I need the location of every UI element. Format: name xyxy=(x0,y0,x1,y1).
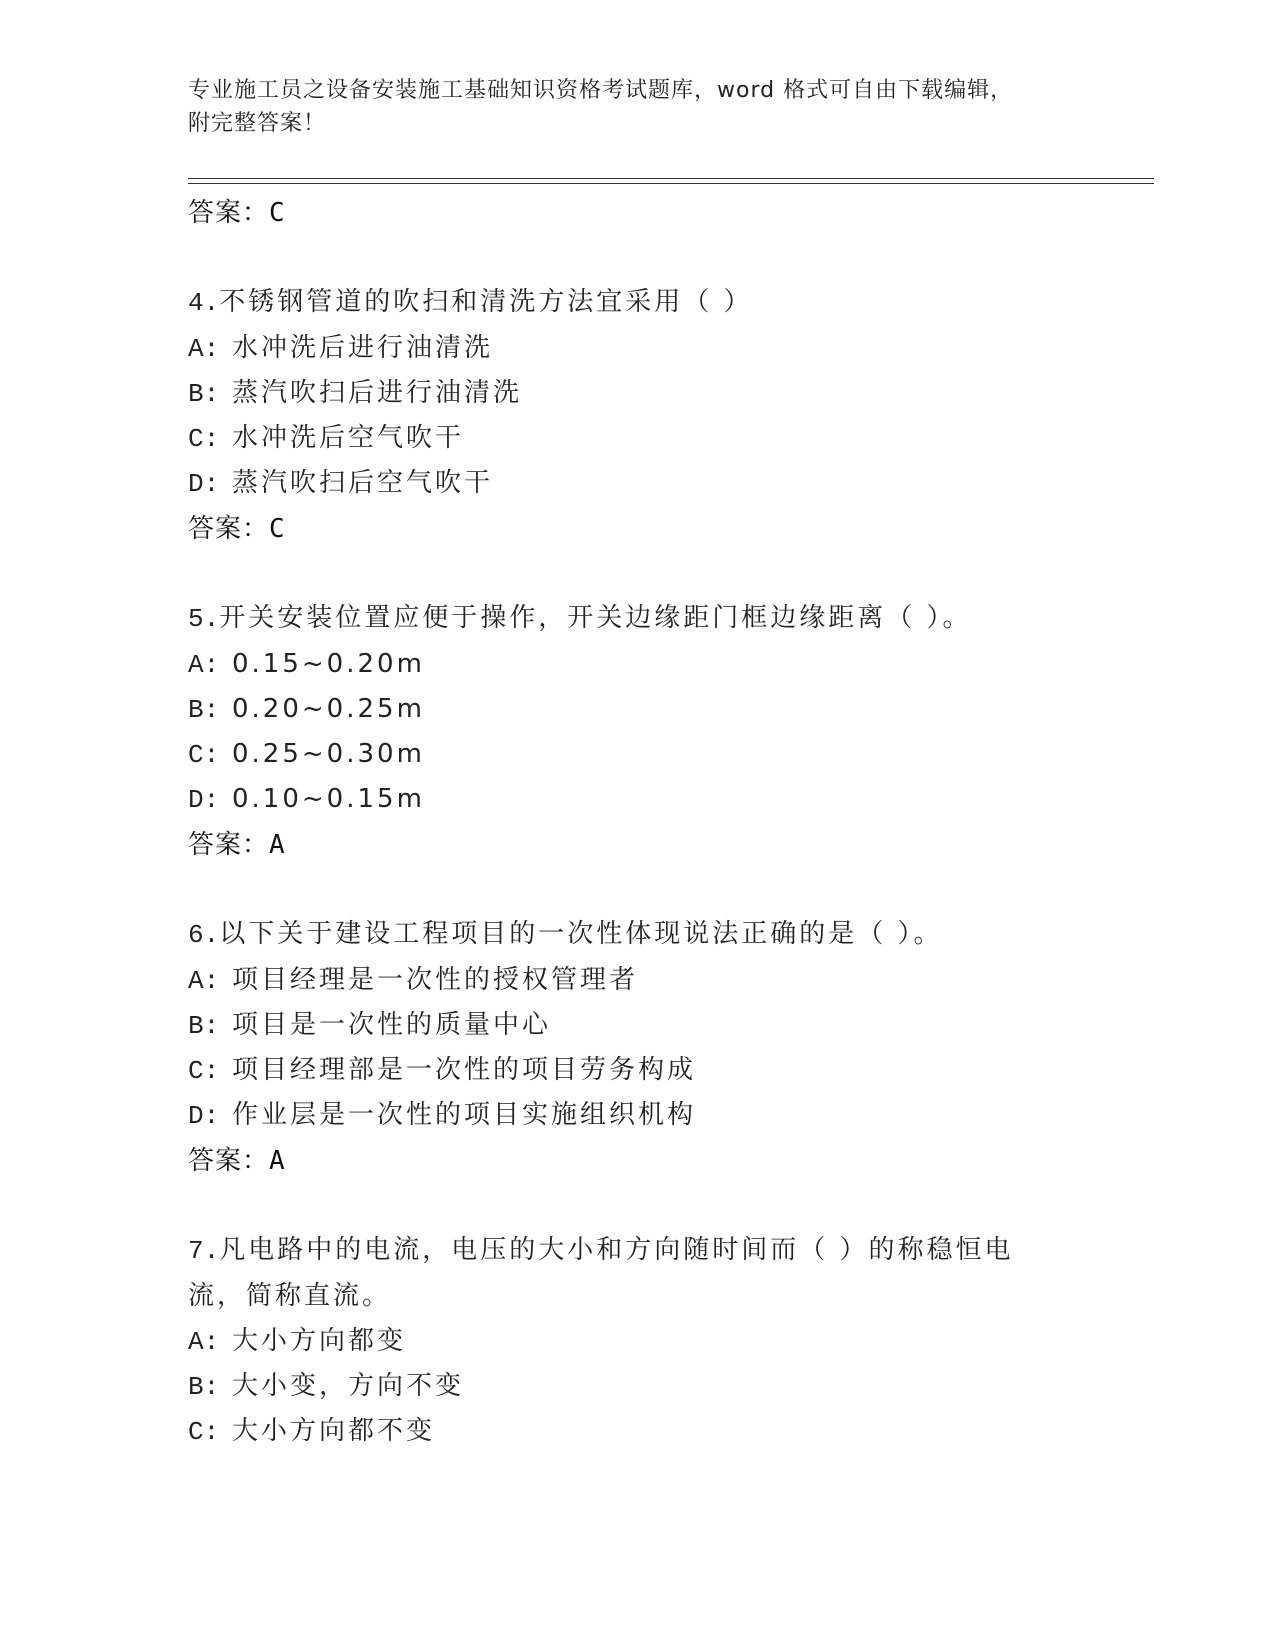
header-line-2: 附完整答案！ xyxy=(188,111,327,136)
option-a xyxy=(188,1319,1148,1364)
answer-label: 答案： xyxy=(188,514,270,544)
option-c xyxy=(188,732,1148,777)
option-letter: C: xyxy=(188,740,220,770)
answer-line xyxy=(188,822,1148,868)
question-stem: 开关安装位置应便于操作，开关边缘距门框边缘距离（ ）。 xyxy=(219,603,972,633)
question-text xyxy=(188,912,1068,958)
answer-label: 答案： xyxy=(188,1146,270,1176)
option-b xyxy=(188,371,1148,416)
header-divider-bottom xyxy=(188,183,1154,184)
option-a xyxy=(188,958,1148,1003)
question-list xyxy=(188,190,1148,1454)
question-block xyxy=(188,596,1148,868)
option-c xyxy=(188,1409,1148,1454)
option-text: 水冲洗后进行油清洗 xyxy=(232,333,494,363)
answer-label: 答案： xyxy=(188,198,270,228)
answer-value: C xyxy=(269,514,286,544)
option-text: 大小变，方向不变 xyxy=(232,1371,465,1401)
option-b xyxy=(188,687,1148,732)
option-letter: C: xyxy=(188,1417,220,1447)
option-letter: B: xyxy=(188,1011,220,1041)
option-letter: A: xyxy=(188,334,220,364)
option-letter: A: xyxy=(188,1327,220,1357)
option-d xyxy=(188,777,1148,822)
option-letter: D: xyxy=(188,469,220,499)
option-text: 蒸汽吹扫后进行油清洗 xyxy=(232,378,523,408)
question-block xyxy=(188,912,1148,1184)
document-header xyxy=(188,74,1068,140)
option-letter: B: xyxy=(188,379,220,409)
option-d xyxy=(188,1093,1148,1138)
option-text: 0.25~0.30m xyxy=(232,739,425,769)
answer-value: C xyxy=(269,198,286,228)
answer-label: 答案： xyxy=(188,830,270,860)
question-spacer xyxy=(188,236,1148,280)
answer-value: A xyxy=(269,1146,286,1176)
option-b xyxy=(188,1003,1148,1048)
option-text: 0.10~0.15m xyxy=(232,784,425,814)
option-text: 大小方向都变 xyxy=(232,1326,407,1356)
option-text: 项目经理是一次性的授权管理者 xyxy=(232,965,639,995)
option-letter: C: xyxy=(188,1056,220,1086)
question-block xyxy=(188,1228,1148,1454)
option-a xyxy=(188,326,1148,371)
option-text: 水冲洗后空气吹干 xyxy=(232,423,465,453)
option-letter: A: xyxy=(188,650,220,680)
option-letter: B: xyxy=(188,695,220,725)
answer-value: A xyxy=(269,830,286,860)
option-b xyxy=(188,1364,1148,1409)
question-number: 7. xyxy=(188,1236,220,1266)
option-a xyxy=(188,642,1148,687)
question-spacer xyxy=(188,552,1148,596)
option-letter: B: xyxy=(188,1372,220,1402)
question-spacer xyxy=(188,1184,1148,1228)
header-line-1: 专业施工员之设备安装施工基础知识资格考试题库，word 格式可自由下载编辑， xyxy=(188,78,1014,103)
question-stem: 凡电路中的电流，电压的大小和方向随时间而（ ）的称稳恒电流，简称直流。 xyxy=(188,1235,1014,1311)
question-text xyxy=(188,596,1068,642)
header-divider-top xyxy=(188,178,1154,179)
question-text xyxy=(188,280,1068,326)
option-letter: D: xyxy=(188,785,220,815)
option-text: 0.15~0.20m xyxy=(232,649,425,679)
option-letter: C: xyxy=(188,424,220,454)
option-d xyxy=(188,461,1148,506)
answer-line xyxy=(188,506,1148,552)
question-block xyxy=(188,280,1148,552)
question-number: 5. xyxy=(188,604,220,634)
question-stem: 以下关于建设工程项目的一次性体现说法正确的是（ ）。 xyxy=(219,919,943,949)
answer-line xyxy=(188,190,1148,236)
question-number: 4. xyxy=(188,288,220,318)
option-letter: D: xyxy=(188,1101,220,1131)
answer-line xyxy=(188,1138,1148,1184)
option-text: 作业层是一次性的项目实施组织机构 xyxy=(232,1100,697,1130)
option-text: 项目经理部是一次性的项目劳务构成 xyxy=(232,1055,697,1085)
question-stem: 不锈钢管道的吹扫和清洗方法宜采用（ ） xyxy=(219,287,753,317)
option-c xyxy=(188,1048,1148,1093)
option-text: 项目是一次性的质量中心 xyxy=(232,1010,552,1040)
question-text xyxy=(188,1228,1068,1319)
question-number: 6. xyxy=(188,920,220,950)
option-c xyxy=(188,416,1148,461)
option-letter: A: xyxy=(188,966,220,996)
question-spacer xyxy=(188,868,1148,912)
option-text: 蒸汽吹扫后空气吹干 xyxy=(232,468,494,498)
option-text: 大小方向都不变 xyxy=(232,1416,436,1446)
option-text: 0.20~0.25m xyxy=(232,694,425,724)
